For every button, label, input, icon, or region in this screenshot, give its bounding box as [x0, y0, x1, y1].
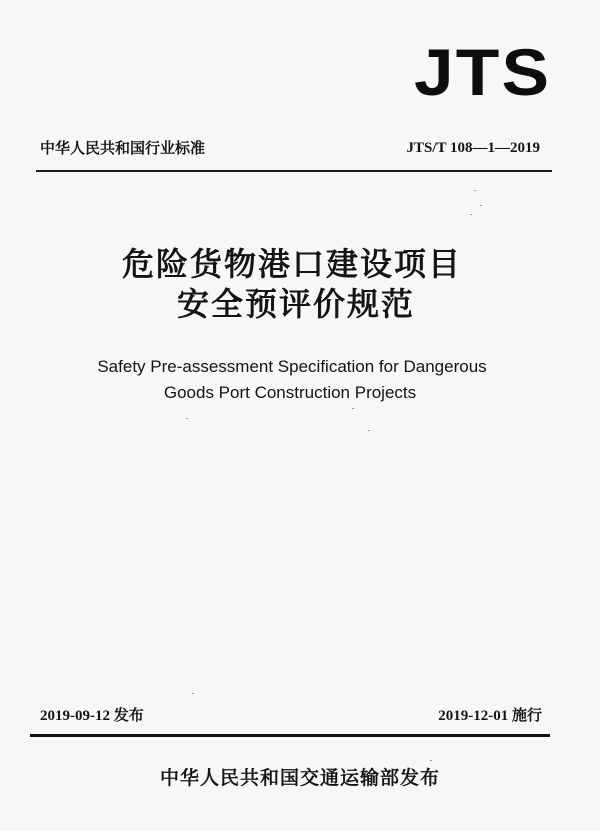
bottom-divider	[30, 734, 550, 737]
title-zh-line1: 危险货物港口建设项目	[121, 245, 462, 283]
standard-category: 中华人民共和国行业标准	[40, 139, 206, 157]
top-divider	[36, 170, 552, 172]
scan-speck	[186, 418, 188, 419]
publisher: 中华人民共和国交通运输部发布	[159, 767, 440, 789]
scan-speck	[480, 205, 482, 206]
scan-speck	[352, 408, 354, 409]
jts-logo: JTS	[414, 35, 552, 109]
title-zh-line2: 安全预评价规范	[176, 285, 415, 323]
scan-speck	[470, 214, 472, 215]
effective-date: 2019-12-01 施行	[438, 708, 542, 724]
issue-date: 2019-09-12 发布	[40, 708, 144, 724]
standard-number: JTS/T 108—1—2019	[406, 140, 540, 156]
scan-speck	[192, 693, 194, 694]
scan-speck	[430, 760, 432, 761]
title-en-line1: Safety Pre-assessment Specification for Dangerous	[97, 357, 487, 376]
scan-speck	[368, 430, 370, 431]
scan-speck	[474, 190, 476, 191]
title-en-line2: Goods Port Construction Projects	[163, 383, 417, 402]
